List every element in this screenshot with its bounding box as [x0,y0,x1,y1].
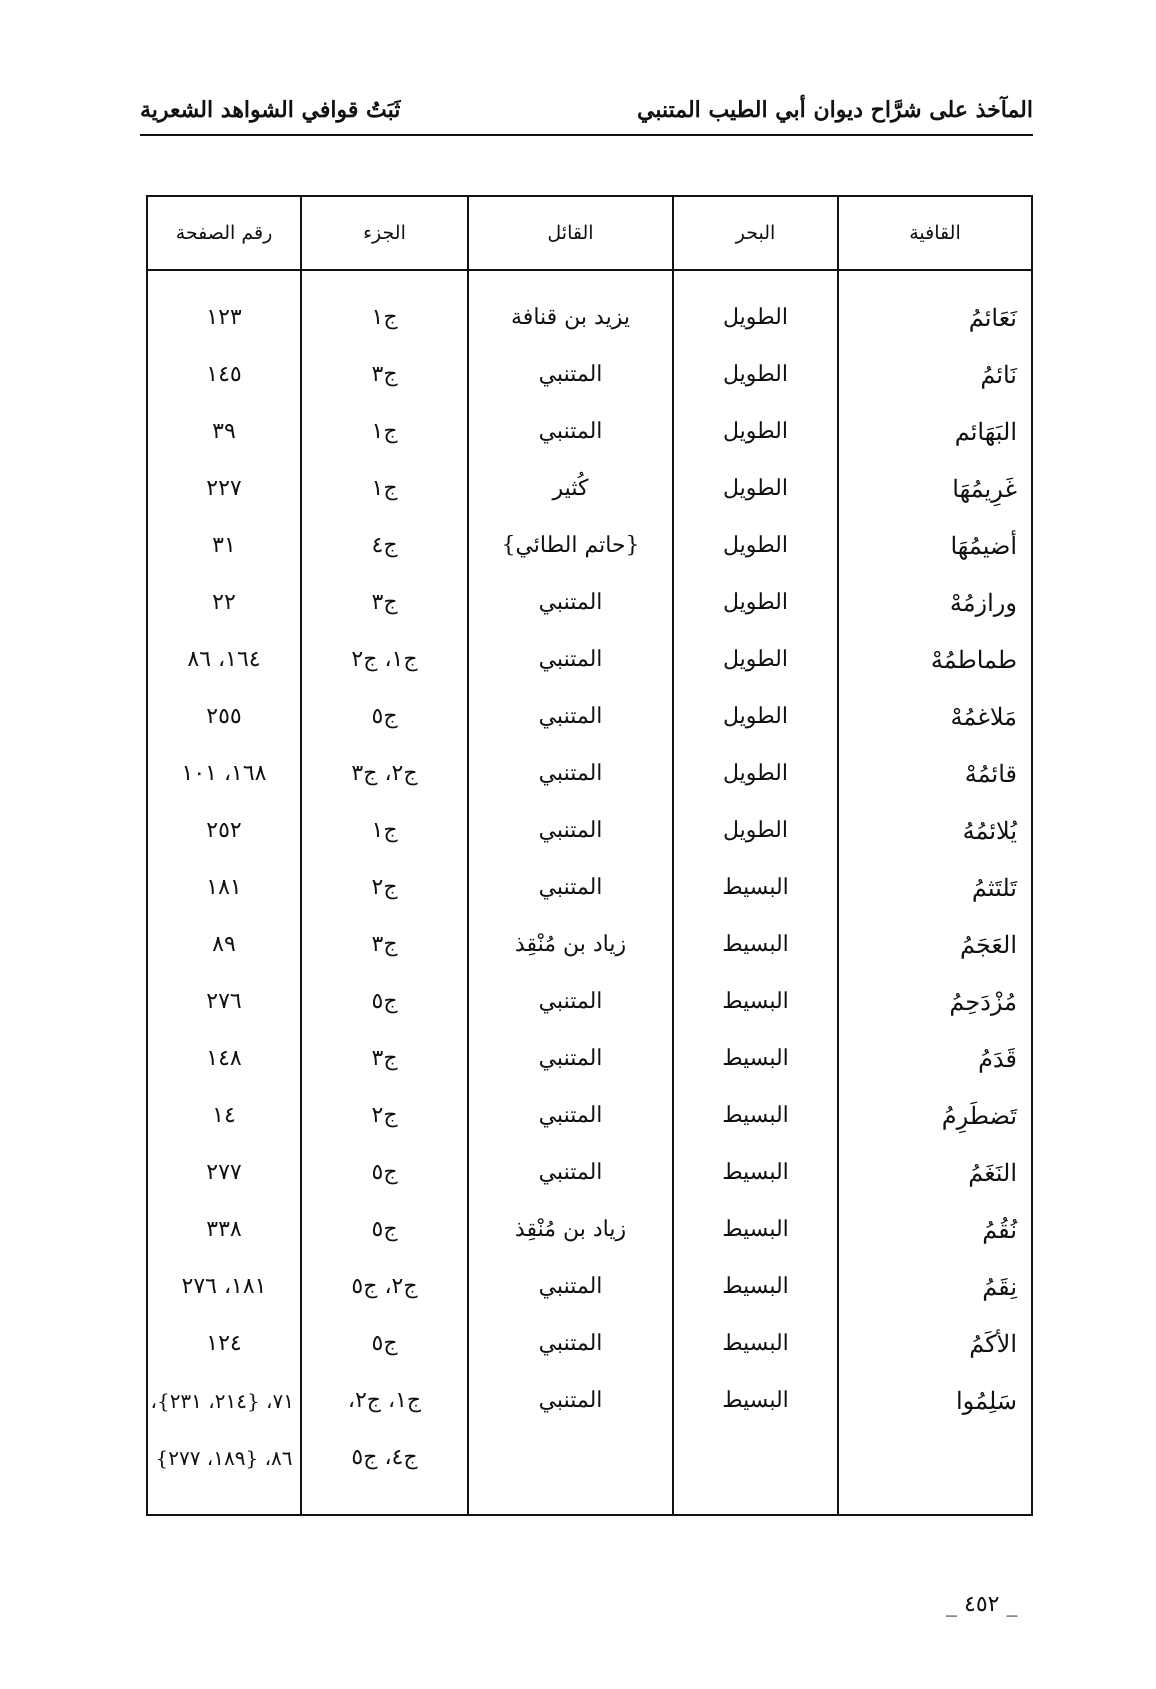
cell-juz: ج١، ج٢، [301,1372,468,1429]
cell-bahr: البسيط [673,916,838,973]
cell-qail: المتنبي [468,688,673,745]
cell-qail: المتنبي [468,1372,673,1429]
cell-bahr: البسيط [673,1258,838,1315]
header-divider [140,134,1033,136]
cell-qafiya: تَلتَثمُ [838,859,1032,916]
cell-bahr: الطويل [673,460,838,517]
cell-qail: المتنبي [468,1258,673,1315]
table-row [147,270,1032,346]
cell-qafiya: مَلاغمُهْ [838,688,1032,745]
cell-qail: زياد بن مُنْقِذ [468,916,673,973]
cell-juz: ج٤، ج٥ [301,1429,468,1486]
cell-qail: يزيد بن قنافة [468,270,673,346]
table-row [147,631,1032,688]
empty-cell [468,1486,673,1515]
cell-juz: ج٣ [301,916,468,973]
cell-pages: ٢٢٧ [147,460,301,517]
table-row [147,802,1032,859]
cell-pages: ١٦٨، ١٠١ [147,745,301,802]
cell-qafiya: نَائمُ [838,346,1032,403]
cell-qail: المتنبي [468,346,673,403]
cell-qail [468,1429,673,1486]
cell-bahr: الطويل [673,403,838,460]
table-row [147,1258,1032,1315]
cell-pages: ٨٩ [147,916,301,973]
cell-qail: زياد بن مُنْقِذ [468,1201,673,1258]
cell-pages: ١٦٤، ٨٦ [147,631,301,688]
cell-bahr: الطويل [673,517,838,574]
empty-cell [673,1486,838,1515]
table-row [147,1315,1032,1372]
cell-juz: ج٥ [301,1201,468,1258]
cell-qafiya: نُقُمُ [838,1201,1032,1258]
cell-qafiya: قَدَمُ [838,1030,1032,1087]
table-row [147,916,1032,973]
cell-juz: ج٣ [301,1030,468,1087]
table-row [147,1201,1032,1258]
cell-pages: ١٤٨ [147,1030,301,1087]
cell-bahr: الطويل [673,631,838,688]
cell-pages: ٢٥٢ [147,802,301,859]
cell-pages: ٧١، {٢١٤، ٢٣١}، [147,1372,301,1429]
cell-qafiya: تَضطَرِمُ [838,1087,1032,1144]
cell-juz: ج١ [301,403,468,460]
cell-qafiya: النَغَمُ [838,1144,1032,1201]
table-row [147,1429,1032,1486]
cell-qail: المتنبي [468,574,673,631]
cell-qafiya: سَلِمُوا [838,1372,1032,1429]
cell-qail: المتنبي [468,1315,673,1372]
cell-qail: المتنبي [468,403,673,460]
cell-juz: ج١، ج٢ [301,631,468,688]
cell-qafiya: قائمُهْ [838,745,1032,802]
running-header [140,88,1033,132]
table-row [147,517,1032,574]
cell-bahr: الطويل [673,346,838,403]
cell-juz: ج١ [301,802,468,859]
cell-qail: المتنبي [468,859,673,916]
cell-qafiya: العَجَمُ [838,916,1032,973]
cell-qafiya: غَرِيمُهَا [838,460,1032,517]
cell-pages: ٢٧٦ [147,973,301,1030]
cell-qail: المتنبي [468,631,673,688]
cell-bahr: الطويل [673,270,838,346]
cell-pages: ٢٢ [147,574,301,631]
cell-qafiya: يُلائمُهُ [838,802,1032,859]
cell-pages: ١٨١ [147,859,301,916]
cell-qafiya: الأكَمُ [838,1315,1032,1372]
cell-juz: ج٢، ج٥ [301,1258,468,1315]
cell-pages: ٢٧٧ [147,1144,301,1201]
cell-bahr: البسيط [673,1030,838,1087]
cell-juz: ج٢، ج٣ [301,745,468,802]
rhyme-index-table [146,195,1033,1516]
table-row [147,574,1032,631]
cell-bahr: البسيط [673,973,838,1030]
cell-pages: ١٢٤ [147,1315,301,1372]
cell-qail: المتنبي [468,802,673,859]
cell-bahr: الطويل [673,802,838,859]
header-section-title: ثَبَتُ قوافي الشواهد الشعرية [140,97,401,123]
empty-cell [147,1486,301,1515]
table-body [147,270,1032,1515]
table-row [147,1144,1032,1201]
cell-bahr: البسيط [673,1201,838,1258]
table-row [147,688,1032,745]
cell-qafiya: البَهَائم [838,403,1032,460]
cell-pages: ١٤ [147,1087,301,1144]
cell-bahr: البسيط [673,1144,838,1201]
cell-bahr: البسيط [673,1372,838,1429]
cell-juz: ج٥ [301,973,468,1030]
cell-juz: ج٢ [301,859,468,916]
cell-juz: ج٤ [301,517,468,574]
cell-qafiya: نَعَائمُ [838,270,1032,346]
table-header-row [147,196,1032,270]
cell-bahr: الطويل [673,688,838,745]
cell-bahr: البسيط [673,1087,838,1144]
cell-juz: ج١ [301,460,468,517]
cell-pages: ٣٩ [147,403,301,460]
cell-juz: ج٣ [301,346,468,403]
cell-qail: المتنبي [468,973,673,1030]
cell-qafiya: مُزْدَحِمُ [838,973,1032,1030]
table-row [147,859,1032,916]
cell-pages: ١٤٥ [147,346,301,403]
column-header-pages: رقم الصفحة [147,196,301,270]
table-row [147,346,1032,403]
cell-juz: ج٢ [301,1087,468,1144]
cell-qafiya [838,1429,1032,1486]
cell-bahr: البسيط [673,1315,838,1372]
cell-juz: ج٣ [301,574,468,631]
table-row [147,403,1032,460]
table-row [147,1372,1032,1429]
cell-bahr: البسيط [673,859,838,916]
column-header-bahr: البحر [673,196,838,270]
cell-bahr: الطويل [673,574,838,631]
cell-pages: ١٨١، ٢٧٦ [147,1258,301,1315]
cell-pages: ٣١ [147,517,301,574]
cell-bahr [673,1429,838,1486]
table-row [147,1087,1032,1144]
page-number: _ ٤٥٢ _ [946,1592,1018,1617]
column-header-juz: الجزء [301,196,468,270]
cell-qail: المتنبي [468,1087,673,1144]
table-row [147,1030,1032,1087]
table-row [147,745,1032,802]
cell-juz: ج٥ [301,688,468,745]
empty-cell [838,1486,1032,1515]
empty-cell [301,1486,468,1515]
cell-qail: المتنبي [468,1144,673,1201]
column-header-qafiya: القافية [838,196,1032,270]
cell-qafiya: أضيمُهَا [838,517,1032,574]
cell-pages: ٣٣٨ [147,1201,301,1258]
cell-qafiya: طماطمُهْ [838,631,1032,688]
cell-pages: ٨٦، {١٨٩، ٢٧٧} [147,1429,301,1486]
cell-bahr: الطويل [673,745,838,802]
table-filler-row [147,1486,1032,1515]
cell-qafiya: ورازمُهْ [838,574,1032,631]
cell-pages: ١٢٣ [147,270,301,346]
cell-juz: ج١ [301,270,468,346]
cell-qafiya: نِقَمُ [838,1258,1032,1315]
cell-qail: {حاتم الطائي} [468,517,673,574]
cell-juz: ج٥ [301,1144,468,1201]
table-row [147,973,1032,1030]
cell-qail: المتنبي [468,1030,673,1087]
header-book-title: المآخذ على شرَّاح ديوان أبي الطيب المتنبي [637,97,1033,123]
table-row [147,460,1032,517]
column-header-qail: القائل [468,196,673,270]
cell-juz: ج٥ [301,1315,468,1372]
cell-pages: ٢٥٥ [147,688,301,745]
cell-qail: المتنبي [468,745,673,802]
cell-qail: كُثير [468,460,673,517]
